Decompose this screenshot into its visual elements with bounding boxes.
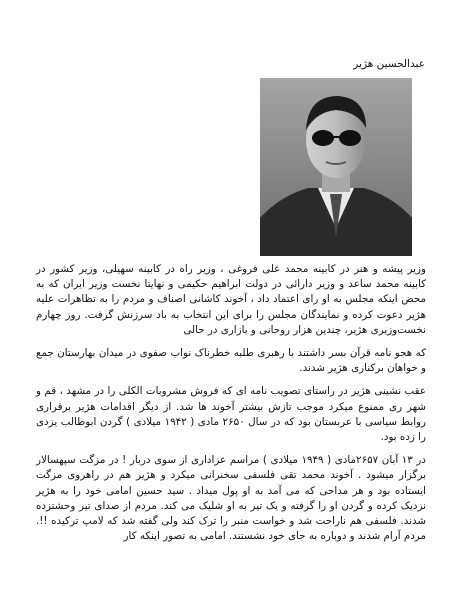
portrait-photo xyxy=(260,78,412,256)
paragraph-3: عقب نشینی هژیر در راستای تصویب نامه ای که فروش مشروبات الکلی را در مشهد ، قم و شهر ری ممنوع میکرد موجب تازش بیشتر آخوند ها شد. از دیگر اقدامات هژیر برقراری روابط سیاسی با عربستان بود که در سال ۲۶۵۰ مادی ( ۱۹۴۲ میلادی ) گردن ابوطالب یزدی را زده بود. xyxy=(36,385,426,444)
paragraph-1: وزیر پیشه و هنر در کابینه محمد علی فروغی ، وزیر راه در کابینه سهیلی، وزیر کشور در کابینه محمد ساعد و وزیر دارائی در دولت ابراهیم حکیمی و نهایتا نخست وزیر ایران که به محض اینکه مجلس به او رای اعتماد داد ، آخوند کاشانی اصناف و مردم را به تظاهرات علیه هژیر دعوت کرده و نمایندگان مجلس را برای این انتخاب به باد سرزنش گرفت. روز چهارم نخست‌وزیری هژیر، چندین هزار روحانی و بازاری در حالی xyxy=(36,263,426,336)
body-text xyxy=(36,262,426,552)
portrait-illustration xyxy=(260,78,412,256)
document-title: عبدالحسین هژیر xyxy=(353,58,425,70)
paragraph-2: که هجو نامه قرآن بسر داشتند با رهبری طلبه خطرناک نواب صفوی در میدان بهارستان جمع و خواهان برکناری هژیر شدند. xyxy=(36,347,426,375)
paragraph-4: در ۱۳ آبان ۲۶۵۷مادی ( ۱۹۴۹ میلادی ) مراسم عزاداری از سوی دربار ! در مزگت سپهسالار برگزار میشود . آخوند محمد تقی فلسفی سخنرانی میکرد و هژیر هم در راهروی مزگت ایستاده بود و هر مداحی که می آمد به او پول میداد . سید حسین امامی خود را به هژیر نزدیک کرده و گردن او را گرفته و یک تیر به او شلیک می کند. مردم از صدای تیر وحشتزده شدند. فلسفی هم ناراحت شد و خواست منبر را ترک کند ولی گفته شد که لامپ ترکیده !!. مردم آرام شدند و دوباره به جای خود نشستند. امامی به تصور اینکه کار xyxy=(36,454,426,543)
